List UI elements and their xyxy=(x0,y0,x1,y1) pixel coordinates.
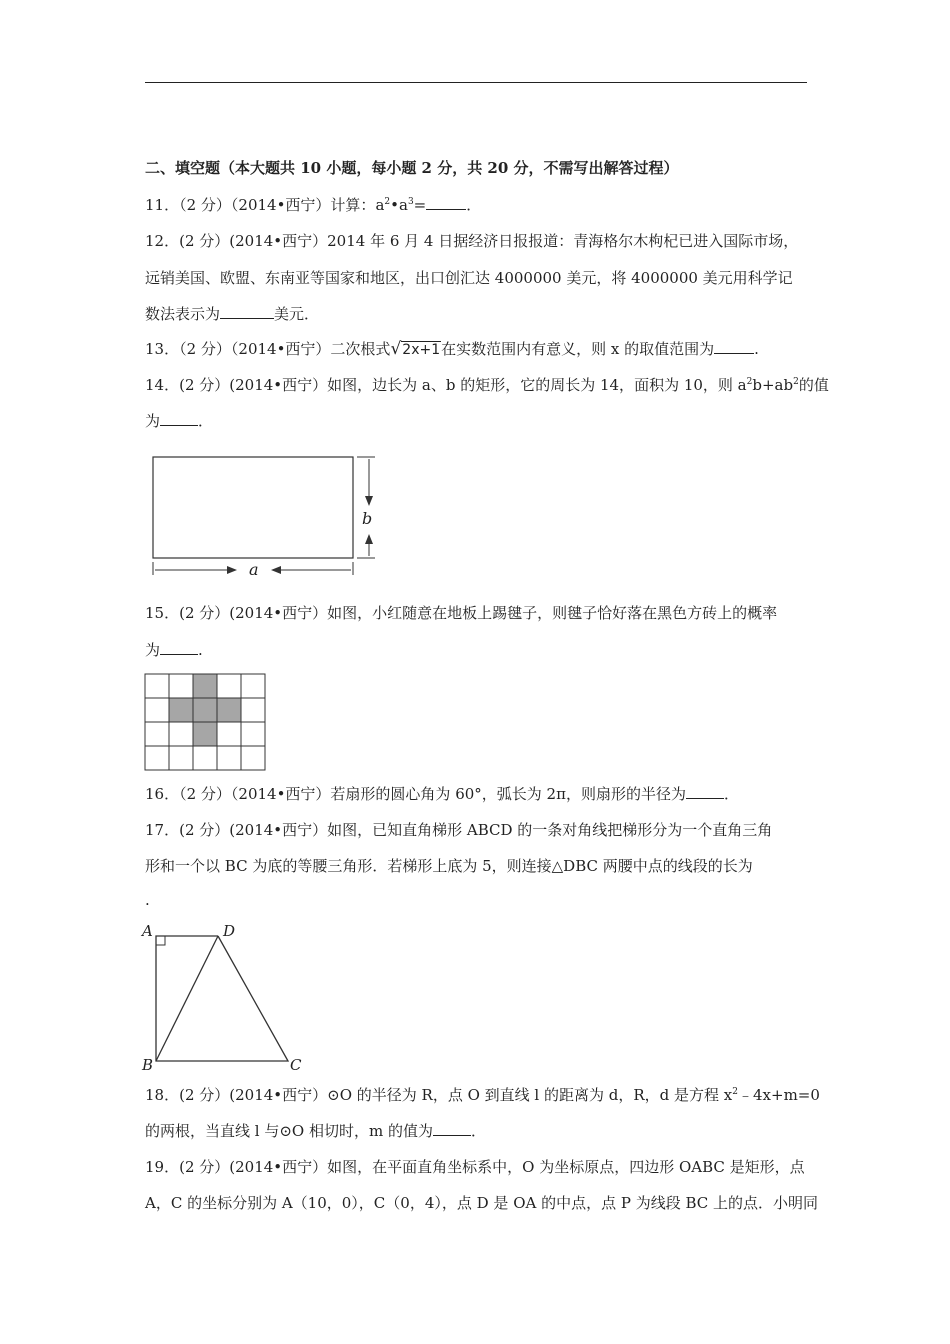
q12-line3-post: 美元． xyxy=(274,305,320,323)
label-c: C xyxy=(290,1056,302,1074)
question-15-line-1: 15．(2 分）(2014•西宁）如图，小红随意在地板上踢毽子，则毽子恰好落在黑色方砖上的概率 xyxy=(145,604,778,622)
q13-pre: （2 分）（2014•西宁）二次根式 xyxy=(179,340,391,358)
q14-mid: b+ab xyxy=(752,376,794,394)
label-d: D xyxy=(223,922,236,940)
question-18-line-2 xyxy=(145,1121,807,1141)
white-tile xyxy=(193,746,217,770)
label-b: b xyxy=(362,509,373,528)
white-tile xyxy=(217,746,241,770)
q11-head: （2 分）（2014•西宁）计算： xyxy=(179,196,376,214)
q15-line2-pre: 为 xyxy=(145,641,161,659)
q11-base2: a xyxy=(398,196,408,214)
black-tile xyxy=(169,698,193,722)
q14-line1-pre: 14．(2 分）(2014•西宁）如图，边长为 a、b 的矩形，它的周长为 14，面积为 10，则 a xyxy=(145,376,747,394)
label-b: B xyxy=(142,1056,154,1074)
label-a: A xyxy=(142,922,153,940)
white-tile xyxy=(217,722,241,746)
label-a: a xyxy=(249,560,259,579)
question-12-line-3 xyxy=(145,304,807,324)
q14-line2-post: ． xyxy=(198,412,214,430)
q18-line1-pre: 18．(2 分）(2014•西宁）⊙O 的半径为 R，点 O 到直线 l 的距离为 d，R，d 是方程 x xyxy=(145,1086,733,1104)
q11-exp1: 2 xyxy=(384,197,391,207)
question-17-line-3: . xyxy=(145,891,150,909)
white-tile xyxy=(217,674,241,698)
white-tile xyxy=(145,674,169,698)
white-tile xyxy=(241,746,265,770)
answer-blank xyxy=(160,640,198,655)
question-19-line-2: A，C 的坐标分别为 A（10，0），C（0，4），点 D 是 OA 的中点，点 P 为线段 BC 上的点．小明同 xyxy=(145,1194,819,1212)
q18-line2-pre: 的两根，当直线 l 与⊙O 相切时，m 的值为 xyxy=(145,1122,433,1140)
question-16 xyxy=(145,784,807,804)
q12-line3-pre: 数法表示为 xyxy=(145,305,221,323)
q11-number: 11． xyxy=(145,196,180,214)
right-angle-mark xyxy=(156,936,165,945)
question-15-line-2 xyxy=(145,640,807,660)
q14-line2-pre: 为 xyxy=(145,412,161,430)
answer-blank xyxy=(714,339,754,354)
q18-line2-post: ． xyxy=(470,1122,486,1140)
trapezoid-figure xyxy=(140,920,315,1079)
q16-end: ． xyxy=(723,785,739,803)
answer-blank xyxy=(426,195,466,210)
question-17-line-2: 形和一个以 BC 为底的等腰三角形．若梯形上底为 5，则连接△DBC 两腰中点的线段的长为 xyxy=(145,857,753,875)
top-rule xyxy=(145,82,807,83)
q11-eq: = xyxy=(413,196,427,214)
q11-end: ． xyxy=(466,196,482,214)
q16-number: 16． xyxy=(145,785,180,803)
black-tile xyxy=(217,698,241,722)
rectangle-shape xyxy=(153,457,353,558)
answer-blank xyxy=(433,1121,471,1136)
question-14-line-1 xyxy=(145,375,829,395)
answer-blank xyxy=(686,784,724,799)
black-tile xyxy=(193,698,217,722)
white-tile xyxy=(169,746,193,770)
black-tile xyxy=(193,722,217,746)
answer-blank xyxy=(220,304,274,319)
q18-line1-post: ﹣4x+m=0 xyxy=(738,1086,820,1104)
q13-end: . xyxy=(754,340,759,358)
question-18-line-1 xyxy=(145,1085,820,1105)
white-tile xyxy=(169,722,193,746)
q18-exp: 2 xyxy=(732,1087,738,1097)
q14-line1-post: 的值 xyxy=(798,376,829,394)
rectangle-figure xyxy=(145,450,385,584)
q11-dot: • xyxy=(390,196,399,214)
tile-grid-figure xyxy=(144,673,266,775)
black-tile xyxy=(193,674,217,698)
question-13 xyxy=(145,339,807,360)
white-tile xyxy=(241,674,265,698)
q15-line2-post: . xyxy=(198,641,203,659)
question-11 xyxy=(145,195,807,215)
answer-blank xyxy=(160,411,198,426)
q13-number: 13． xyxy=(145,340,180,358)
diagonal-bd xyxy=(156,936,218,1061)
white-tile xyxy=(145,722,169,746)
white-tile xyxy=(241,722,265,746)
sqrt-radicand: 2x+1 xyxy=(402,342,441,358)
question-17-line-1: 17．(2 分）(2014•西宁）如图，已知直角梯形 ABCD 的一条对角线把梯形分为一个直角三角 xyxy=(145,821,773,839)
white-tile xyxy=(169,674,193,698)
q11-base1: a xyxy=(375,196,385,214)
question-14-line-2 xyxy=(145,411,807,431)
q13-post: 在实数范围内有意义，则 x 的取值范围为 xyxy=(441,340,715,358)
section-title: 二、填空题（本大题共 10 小题，每小题 2 分，共 20 分，不需写出解答过程） xyxy=(145,159,679,177)
q11-exp2: 3 xyxy=(407,197,414,207)
white-tile xyxy=(145,698,169,722)
q14-exp-b: 2 xyxy=(793,377,799,387)
white-tile xyxy=(241,698,265,722)
trapezoid-shape xyxy=(156,936,288,1061)
white-tile xyxy=(145,746,169,770)
q16-text: （2 分）（2014•西宁）若扇形的圆心角为 60°，弧长为 2π，则扇形的半径为 xyxy=(179,785,686,803)
q14-exp-a: 2 xyxy=(746,377,753,387)
question-19-line-1: 19．(2 分）(2014•西宁）如图，在平面直角坐标系中，O 为坐标原点，四边形 OABC 是矩形，点 xyxy=(145,1158,805,1176)
question-12-line-1: 12．(2 分）(2014•西宁）2014 年 6 月 4 日据经济日报报道：青海格尔木枸杞已进入国际市场， xyxy=(145,232,799,250)
question-12-line-2: 远销美国、欧盟、东南亚等国家和地区，出口创汇达 4000000 美元，将 4000000 美元用科学记 xyxy=(145,269,793,287)
sqrt-expression: √2x+1 xyxy=(390,339,441,359)
